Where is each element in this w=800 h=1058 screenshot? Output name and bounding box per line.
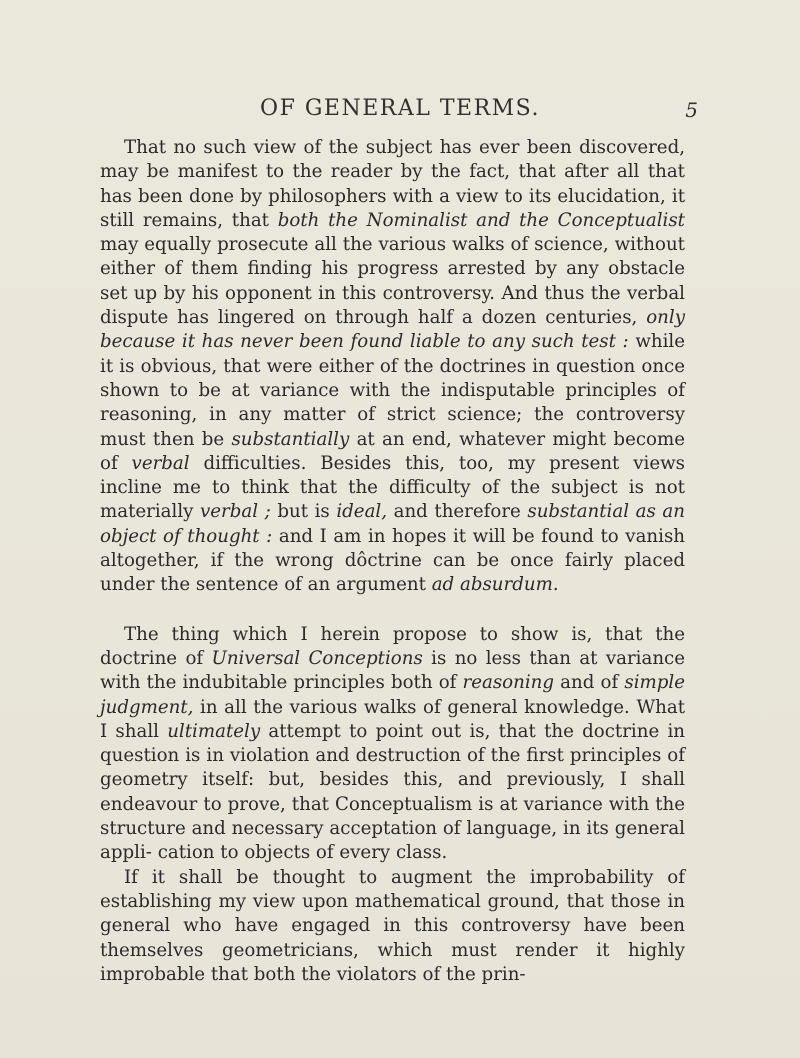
text-span: If it shall be thought to augment the improbability of establishing my view upon mathematical ground, that those in general who have engaged in this controversy have been themselves geometricians, which must render it highly improbable that both the violators of the prin- [100,866,685,985]
text-span: may equally prosecute all the various walks of science, without either of them finding his progress arrested by any obstacle set up by his opponent in this controversy. And thus the verbal dispute has lingered on through half a dozen centuries, [100,234,685,329]
italic-span: only because it has never been found liable to any such test : [100,307,685,353]
running-head: OF GENERAL TERMS. [260,96,540,121]
text-span: The thing which I herein propose to show is, that the doctrine of [100,623,685,669]
italic-span: verbal ; [200,501,271,523]
text-span: but is [270,501,337,523]
text-span: and I am in hopes it will be found to vanish altogether, if the wrong dôctrine can be once fairly placed under the sentence of an argument [100,525,685,596]
text-span: attempt to point out is, that the doctrine in question is in violation and destruction of the first principles of geometry itself: but, besides this, and previously, I shall endeavour to prove, that Conceptualism is at variance with the structure and necessary acceptation of language, in its general appli- cation to objects of every class. [100,720,685,864]
italic-span: simple judgment, [100,672,685,718]
paragraph [100,136,685,598]
text-span: at an end, whatever might become of [100,428,685,474]
text-span: difficulties. Besides this, too, my present views incline me to think that the difficulty of the subject is not materially [100,452,685,523]
italic-span: substantial as an object of thought : [100,501,685,547]
body-text [100,136,685,987]
page-header [0,96,800,126]
italic-span: both the Nominalist and the Conceptualist [277,209,685,231]
italic-span: Universal Conceptions [211,647,423,669]
italic-span: ideal, [336,501,388,523]
text-span: in all the various walks of general knowledge. What I shall [100,696,685,742]
text-span: and therefore [387,501,528,523]
italic-span: ad absurdum. [431,574,559,596]
paragraph [100,623,685,866]
text-span: That no such view of the subject has ever been discovered, may be manifest to the reader by the fact, that after all that has been done by philosophers with a view to its elucidation, it still remains, that [100,137,685,231]
text-span: and of [554,672,625,694]
italic-span: verbal [131,452,190,474]
paragraph [100,866,685,987]
text-span: is no less than at variance with the indubitable principles both of [100,647,685,694]
text-span: while it is obvious, that were either of the doctrines in question once shown to be at variance with the indisputable principles of reasoning, in any matter of strict science; the controversy must then be [100,331,686,450]
italic-span: ultimately [167,720,261,742]
italic-span: reasoning [462,672,555,694]
italic-span: substantially [231,428,350,450]
page-number: 5 [685,98,698,122]
